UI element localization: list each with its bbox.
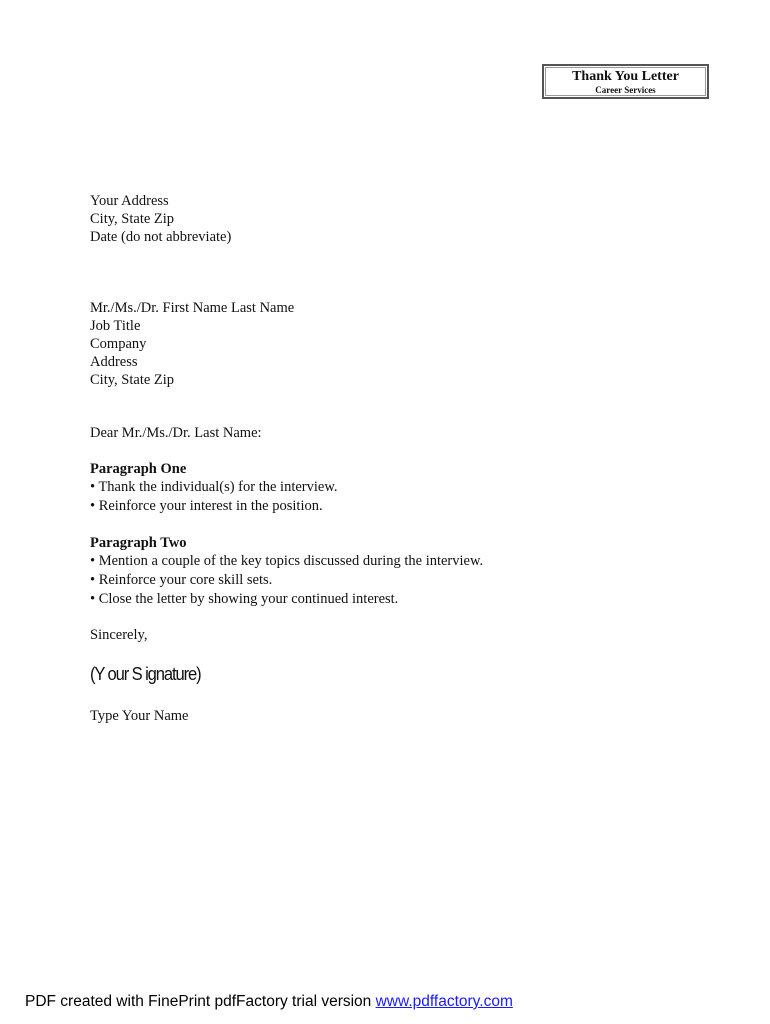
pdf-footer [25,993,513,1011]
list-item: • Mention a couple of the key topics discussed during the interview. [90,553,484,569]
document-subtitle: Career Services [595,85,656,95]
list-item: • Reinforce your interest in the position. [90,498,323,514]
list-item: • Thank the individual(s) for the interview. [90,479,338,495]
footer-link[interactable]: www.pdffactory.com [375,993,513,1010]
sender-address: Your Address [90,193,169,209]
letter-date: Date (do not abbreviate) [90,229,232,245]
recipient-address: Address [90,354,138,370]
signature-placeholder: (Y our S ignature) [90,664,201,684]
paragraph-two-heading: Paragraph Two [90,535,187,551]
document-title: Thank You Letter [572,69,679,84]
salutation: Dear Mr./Ms./Dr. Last Name: [90,425,262,441]
recipient-address-block [90,299,294,389]
recipient-city-state-zip: City, State Zip [90,372,175,388]
document-title-box [542,64,709,99]
typed-name: Type Your Name [90,708,189,724]
closing: Sincerely, [90,627,148,643]
sender-city-state-zip: City, State Zip [90,211,175,227]
footer-text: PDF created with FinePrint pdfFactory trial version [25,993,376,1010]
recipient-name: Mr./Ms./Dr. First Name Last Name [90,300,295,316]
sender-address-block [90,192,231,246]
list-item: • Close the letter by showing your continued interest. [90,591,399,607]
paragraph-two [90,534,483,609]
recipient-company: Company [90,336,147,352]
recipient-job-title: Job Title [90,318,141,334]
paragraph-one-heading: Paragraph One [90,461,187,477]
paragraph-one [90,460,337,516]
list-item: • Reinforce your core skill sets. [90,572,273,588]
